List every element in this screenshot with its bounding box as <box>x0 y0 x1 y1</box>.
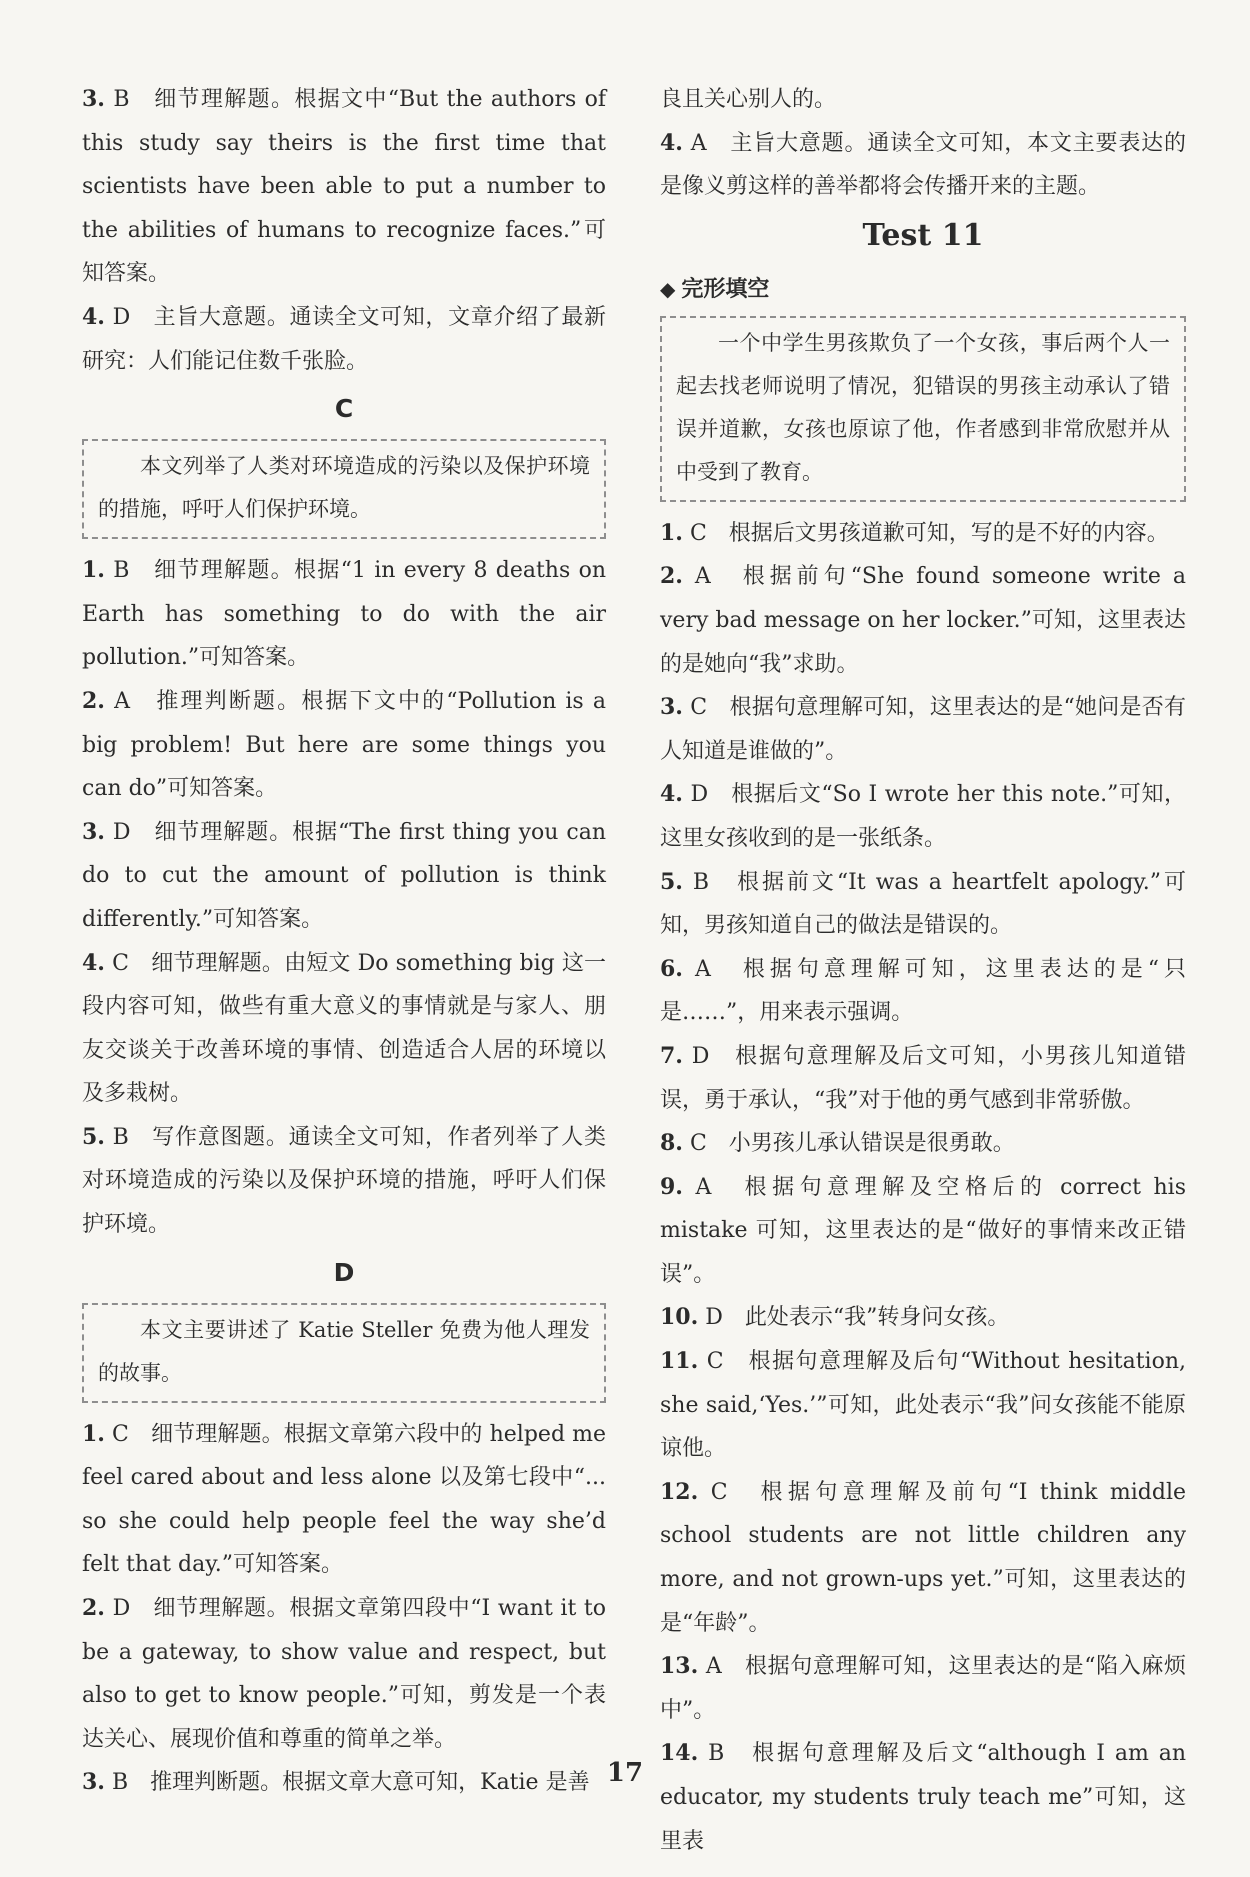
test-title: Test 11 <box>862 217 984 253</box>
answer-item: 6. A 根据句意理解可知，这里表达的是“只是……”，用来表示强调。 <box>660 955 1186 1026</box>
answer-item: 2. A 根据前句“She found someone write a very bad message on her locker.”可知，这里表达的是她向“我”求助。 <box>660 563 1186 677</box>
answer-item: 11. C 根据句意理解及后句“Without hesitation, she said,‘Yes.’”可知，此处表示“我”问女孩能不能原谅他。 <box>660 1348 1186 1462</box>
section-c-heading: C <box>334 394 354 424</box>
answer-item: 3. D 细节理解题。根据“The first thing you can do to cut the amount of pollution is think differently.”可知答案。 <box>82 818 606 932</box>
section-d-summary-box <box>82 1303 606 1403</box>
diamond-icon: ◆ <box>660 276 676 301</box>
answer-item: 4. D 主旨大意题。通读全文可知，文章介绍了最新研究：人们能记住数千张脸。 <box>82 303 606 374</box>
section-d-summary: 本文主要讲述了 Katie Steller 免费为他人理发的故事。 <box>98 1317 590 1385</box>
answer-item: 3. B 细节理解题。根据文中“But the authors of this study say theirs is the first time that scientists have been able to put a number to the abilities of humans to recognize faces.”可知答案。 <box>82 86 606 287</box>
answer-item: 1. B 细节理解题。根据“1 in every 8 deaths on Earth has something to do with the air pollution.”可知答案。 <box>82 557 606 671</box>
answer-item: 4. C 细节理解题。由短文 Do something big 这一段内容可知，做些有重大意义的事情就是与家人、朋友交谈关于改善环境的事情、创造适合人居的环境以及多栽树。 <box>82 949 606 1107</box>
answer-item: 2. A 推理判断题。根据下文中的“Pollution is a big problem! But here are some things you can do”可知答案。 <box>82 687 606 802</box>
answer-item: 5. B 根据前文“It was a heartfelt apology.”可知，男孩知道自己的做法是错误的。 <box>660 868 1186 939</box>
answer-item: 14. B 根据句意理解及后文“although I am an educator, my students truly teach me”可知，这里表 <box>660 1740 1186 1854</box>
section-d-heading: D <box>333 1257 355 1287</box>
left-column <box>82 78 606 1805</box>
answer-item: 4. A 主旨大意题。通读全文可知，本文主要表达的是像义剪这样的善举都将会传播开来的主题。 <box>660 129 1186 200</box>
answer-item: 8. C 小男孩儿承认错误是很勇敢。 <box>660 1130 1015 1157</box>
answer-item: 3. B 推理判断题。根据文章大意可知，Katie 是善 <box>82 1769 590 1796</box>
answer-item: 2. D 细节理解题。根据文章第四段中“I want it to be a gateway, to show value and respect, but also to get to know people.”可知，剪发是一个表达关心、展现价值和尊重的简单之举。 <box>82 1595 606 1752</box>
right-column <box>660 78 1186 1863</box>
answer-item: 10. D 此处表示“我”转身问女孩。 <box>660 1304 1010 1331</box>
answer-item: 4. D 根据后文“So I wrote her this note.”可知，这里女孩收到的是一张纸条。 <box>660 781 1186 851</box>
section-c-summary: 本文列举了人类对环境造成的污染以及保护环境的措施，呼吁人们保护环境。 <box>98 454 590 522</box>
continued-text: 良且关心别人的。 <box>660 87 837 112</box>
cloze-heading: ◆ 完形填空 <box>660 276 770 302</box>
test-summary-box <box>660 316 1186 502</box>
test-summary: 一个中学生男孩欺负了一个女孩，事后两个人一起去找老师说明了情况，犯错误的男孩主动承认了错误并道歉，女孩也原谅了他，作者感到非常欣慰并从中受到了教育。 <box>676 330 1170 484</box>
answer-item: 5. B 写作意图题。通读全文可知，作者列举了人类对环境造成的污染以及保护环境的措施，呼吁人们保护环境。 <box>82 1123 606 1238</box>
section-c-summary-box <box>82 439 606 539</box>
answer-item: 3. C 根据句意理解可知，这里表达的是“她问是否有人知道是谁做的”。 <box>660 694 1186 764</box>
answer-item: 13. A 根据句意理解可知，这里表达的是“陷入麻烦中”。 <box>660 1653 1186 1723</box>
answer-item: 1. C 根据后文男孩道歉可知，写的是不好的内容。 <box>660 519 1169 546</box>
page-number: 17 <box>606 1758 644 1788</box>
answer-item: 1. C 细节理解题。根据文章第六段中的 helped me feel cared about and less alone 以及第七段中“... so she could help people feel the way she’d felt that day.”可知答案。 <box>82 1420 606 1578</box>
answer-item: 7. D 根据句意理解及后文可知，小男孩儿知道错误，勇于承认，“我”对于他的勇气感到非常骄傲。 <box>660 1042 1186 1113</box>
answer-item: 9. A 根据句意理解及空格后的 correct his mistake 可知，这里表达的是“做好的事情来改正错误”。 <box>660 1173 1186 1287</box>
answer-item: 12. C 根据句意理解及前句“I think middle school students are not little children any more, and not grown-ups yet.”可知，这里表达的是“年龄”。 <box>660 1478 1186 1636</box>
